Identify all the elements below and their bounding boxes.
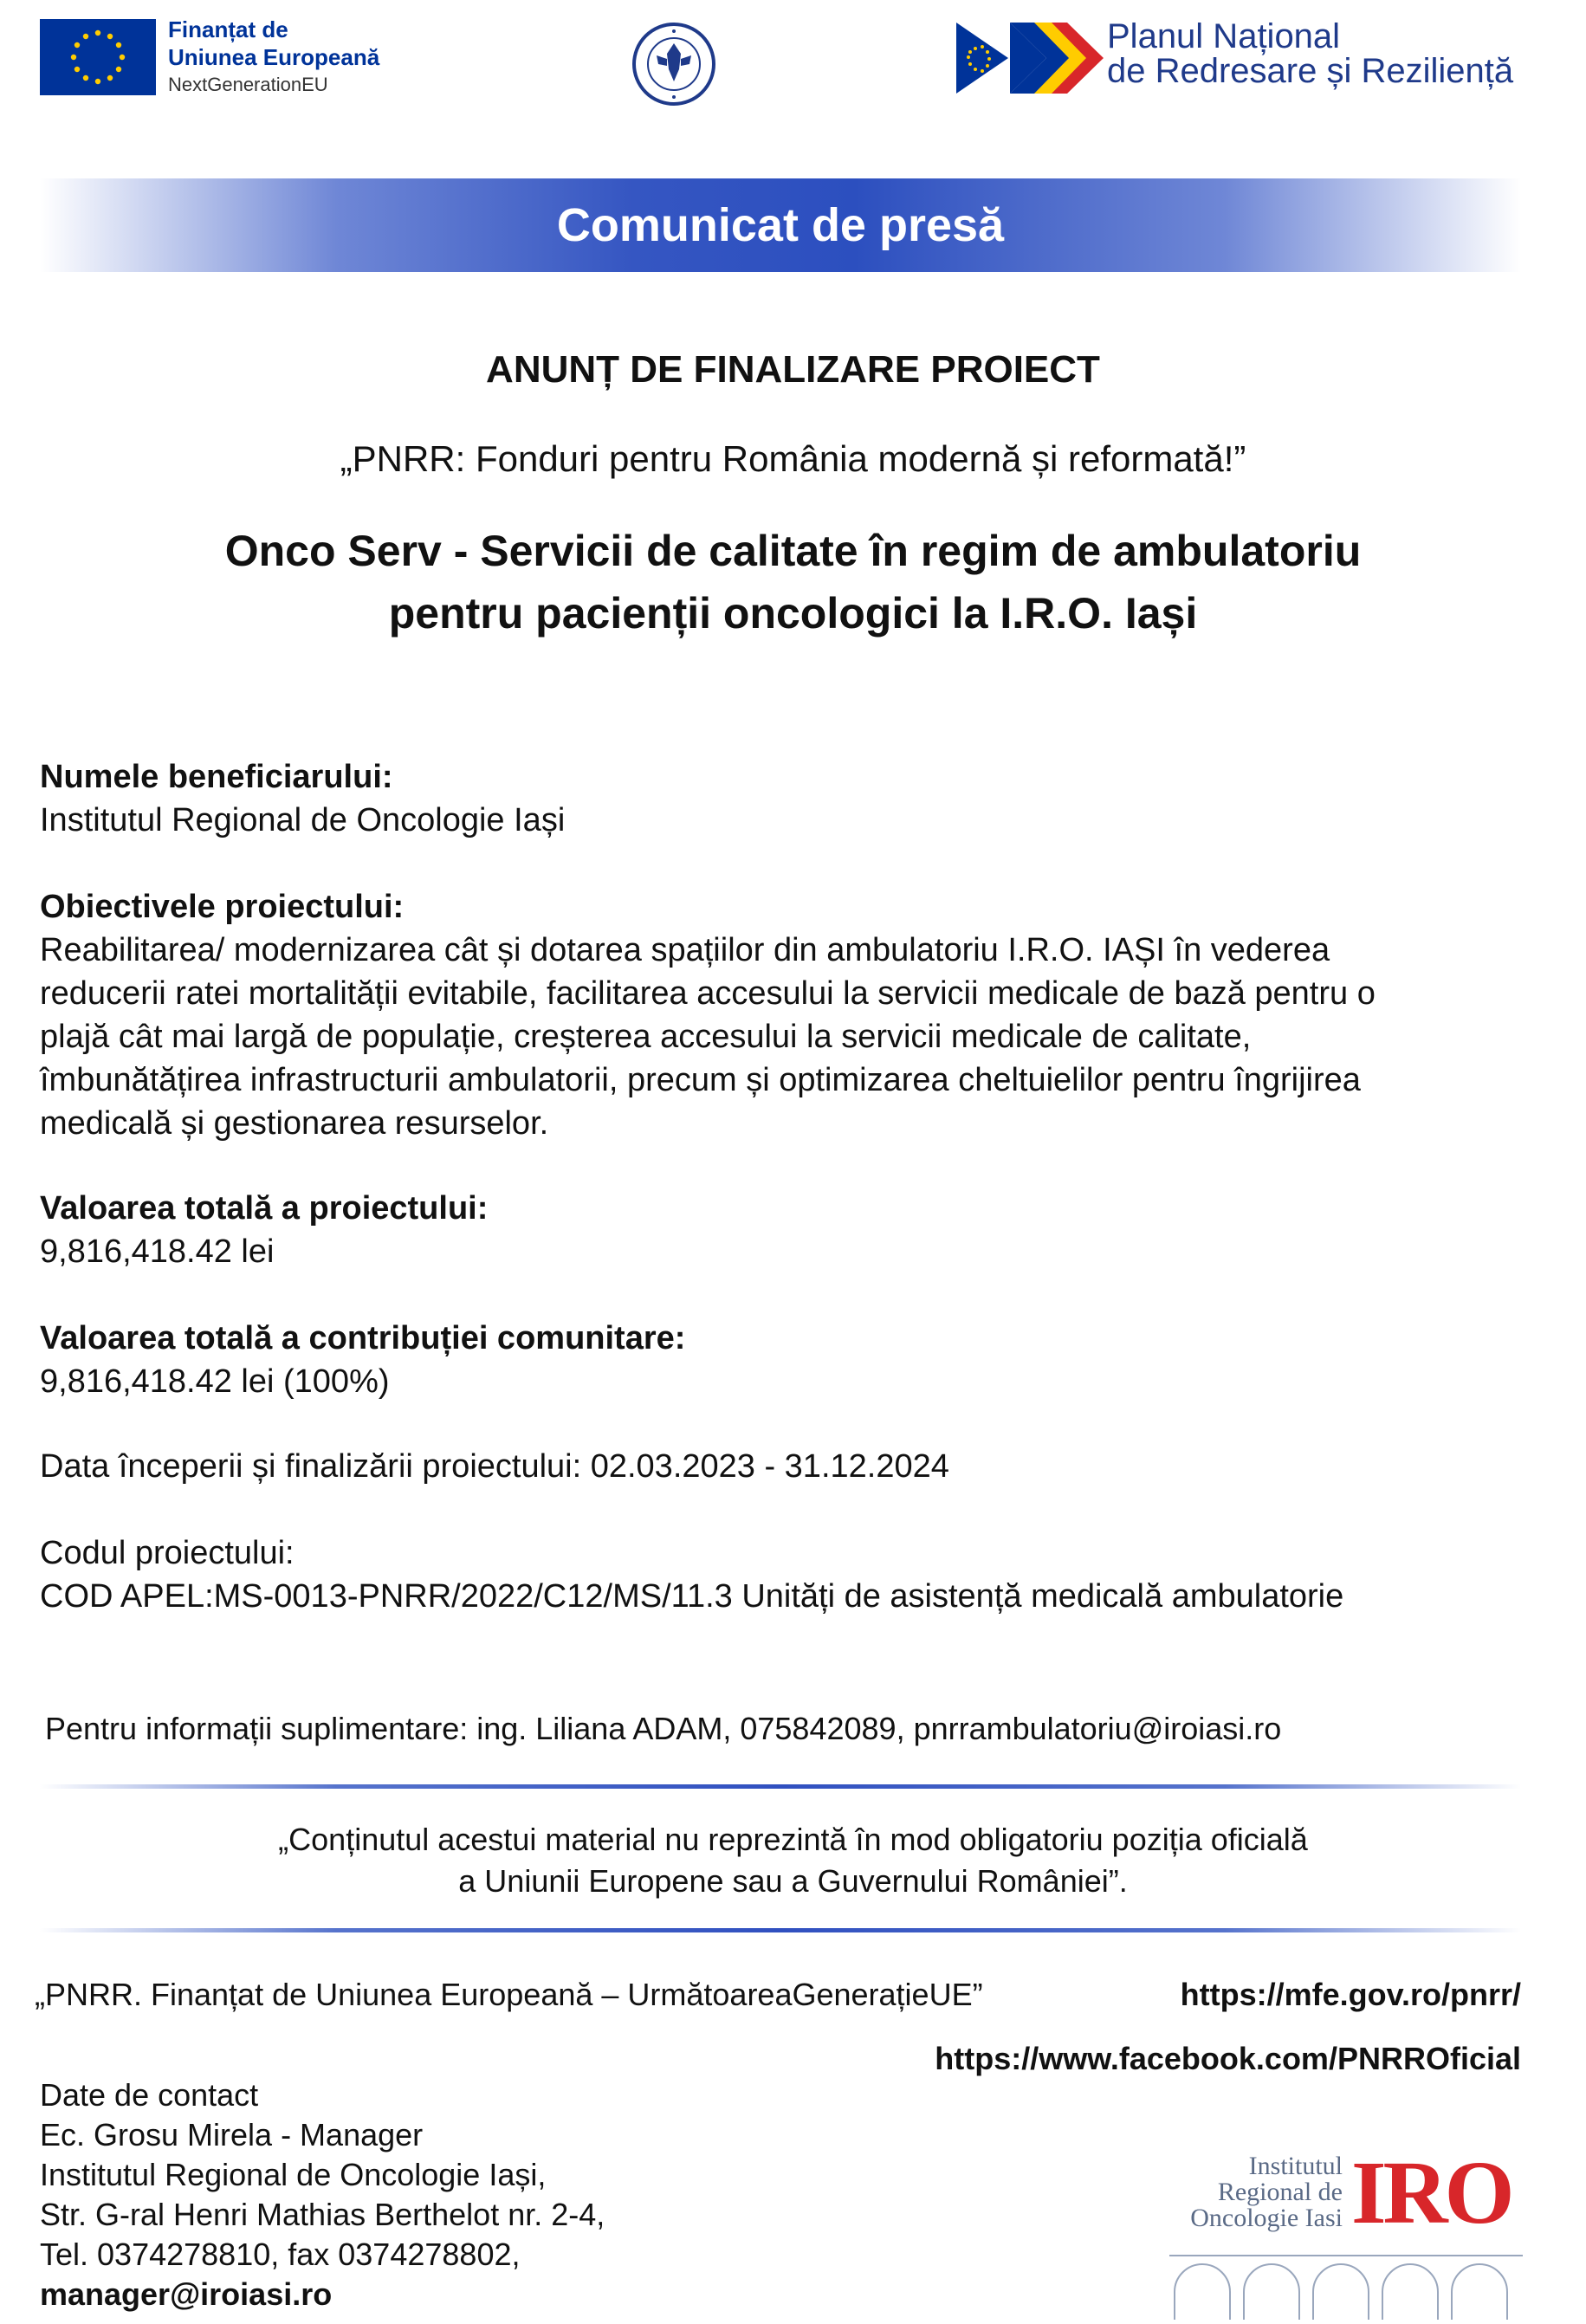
beneficiary-value: Institutul Regional de Oncologie Iași xyxy=(40,802,566,838)
community-contribution-amount: 9,816,418.42 lei (100%) xyxy=(40,1363,390,1400)
total-value-label: Valoarea totală a proiectului: xyxy=(40,1190,489,1227)
eu-line-1: Finanțat de xyxy=(168,16,288,42)
objectives-line: medicală și gestionarea resurselor. xyxy=(40,1105,549,1142)
eu-line-3: NextGenerationEU xyxy=(168,74,328,95)
divider xyxy=(40,1784,1521,1789)
contact-email-link[interactable]: manager@iroiasi.ro xyxy=(40,2276,333,2312)
divider xyxy=(40,1928,1521,1932)
iro-arches-icon xyxy=(1169,2250,1523,2320)
total-value-section xyxy=(40,1187,1530,1273)
objectives-label: Obiectivele proiectului: xyxy=(40,889,405,925)
contact-line: Institutul Regional de Oncologie Iași, xyxy=(40,2157,547,2192)
eu-line-2: Uniunea Europeană xyxy=(168,44,380,70)
community-contribution-label: Valoarea totală a contribuției comunitare: xyxy=(40,1320,686,1356)
community-contribution-section xyxy=(40,1317,1530,1403)
contact-line: Ec. Grosu Mirela - Manager xyxy=(40,2117,424,2152)
eu-funding-label xyxy=(168,16,379,99)
pnrr-line-1: Planul Național xyxy=(1107,17,1341,55)
disclaimer-line-2: a Uniunii Europene sau a Guvernului României”. xyxy=(458,1863,1128,1899)
contact-line: Tel. 0374278810, fax 0374278802, xyxy=(40,2237,521,2272)
pnrr-logo-icon xyxy=(956,21,1104,95)
objectives-line: reducerii ratei mortalității evitabile, facilitarea accesului la servicii medicale de bază pentru o xyxy=(40,975,1376,1012)
objectives-section xyxy=(40,885,1530,1145)
project-code-value: COD APEL:MS-0013-PNRR/2022/C12/MS/11.3 Unități de asistență medicală ambulatorie xyxy=(40,1578,1344,1615)
iro-logo-line-2: Regional de xyxy=(1217,2178,1343,2206)
facebook-link[interactable]: https://www.facebook.com/PNRROficial xyxy=(935,2041,1521,2076)
contact-block xyxy=(40,2075,605,2314)
guvernul-romaniei-seal-icon xyxy=(631,21,717,107)
more-info-line: Pentru informații suplimentare: ing. Liliana ADAM, 075842089, pnrrambulatoriu@iroiasi.ro xyxy=(45,1711,1282,1746)
pnrr-label xyxy=(1107,19,1513,88)
pnrr-line-2: de Redresare și Reziliență xyxy=(1107,52,1514,90)
beneficiary-label: Numele beneficiarului: xyxy=(40,759,393,795)
eu-flag-icon xyxy=(40,19,156,95)
banner-title: Comunicat de presă xyxy=(556,199,1005,251)
project-title-line-1: Onco Serv - Servicii de calitate în regim de ambulatoriu xyxy=(224,527,1362,575)
total-value-amount: 9,816,418.42 lei xyxy=(40,1233,275,1270)
iro-logo-text xyxy=(1135,2153,1343,2231)
project-title-line-2: pentru pacienții oncologici la I.R.O. Iași xyxy=(388,589,1198,638)
objectives-line: plajă cât mai largă de populație, creșterea accesului la servicii medicale de calitate, xyxy=(40,1019,1252,1055)
objectives-line: îmbunătățirea infrastructurii ambulatorii, precum și optimizarea cheltuielilor pentru îngrijirea xyxy=(40,1062,1361,1098)
footer-tagline: „PNRR. Finanțat de Uniunea Europeană – UrmătoareaGenerațieUE” xyxy=(35,1977,983,2012)
project-code-section xyxy=(40,1531,1530,1618)
disclaimer-line-1: „Conținutul acestui material nu reprezintă în mod obligatoriu poziția oficială xyxy=(278,1822,1308,1857)
mfe-link[interactable]: https://mfe.gov.ro/pnrr/ xyxy=(1180,1977,1521,2012)
project-dates: Data începerii și finalizării proiectului: 02.03.2023 - 31.12.2024 xyxy=(40,1448,949,1485)
iro-logo-mark: IRO xyxy=(1351,2143,1512,2243)
project-code-label: Codul proiectului: xyxy=(40,1535,295,1571)
slogan: „PNRR: Fonduri pentru România modernă și reformată!” xyxy=(340,438,1246,479)
iro-logo-line-3: Oncologie Iasi xyxy=(1190,2204,1343,2232)
contact-title: Date de contact xyxy=(40,2077,259,2113)
contact-line: Str. G-ral Henri Mathias Berthelot nr. 2-4, xyxy=(40,2197,605,2232)
project-title xyxy=(0,520,1586,644)
document-heading: ANUNȚ DE FINALIZARE PROIECT xyxy=(486,348,1100,391)
objectives-line: Reabilitarea/ modernizarea cât și dotarea spațiilor din ambulatoriu I.R.O. IAȘI în vederea xyxy=(40,932,1330,968)
iro-logo-line-1: Institutul xyxy=(1248,2152,1343,2180)
beneficiary-section xyxy=(40,755,1530,842)
disclaimer xyxy=(0,1819,1586,1902)
